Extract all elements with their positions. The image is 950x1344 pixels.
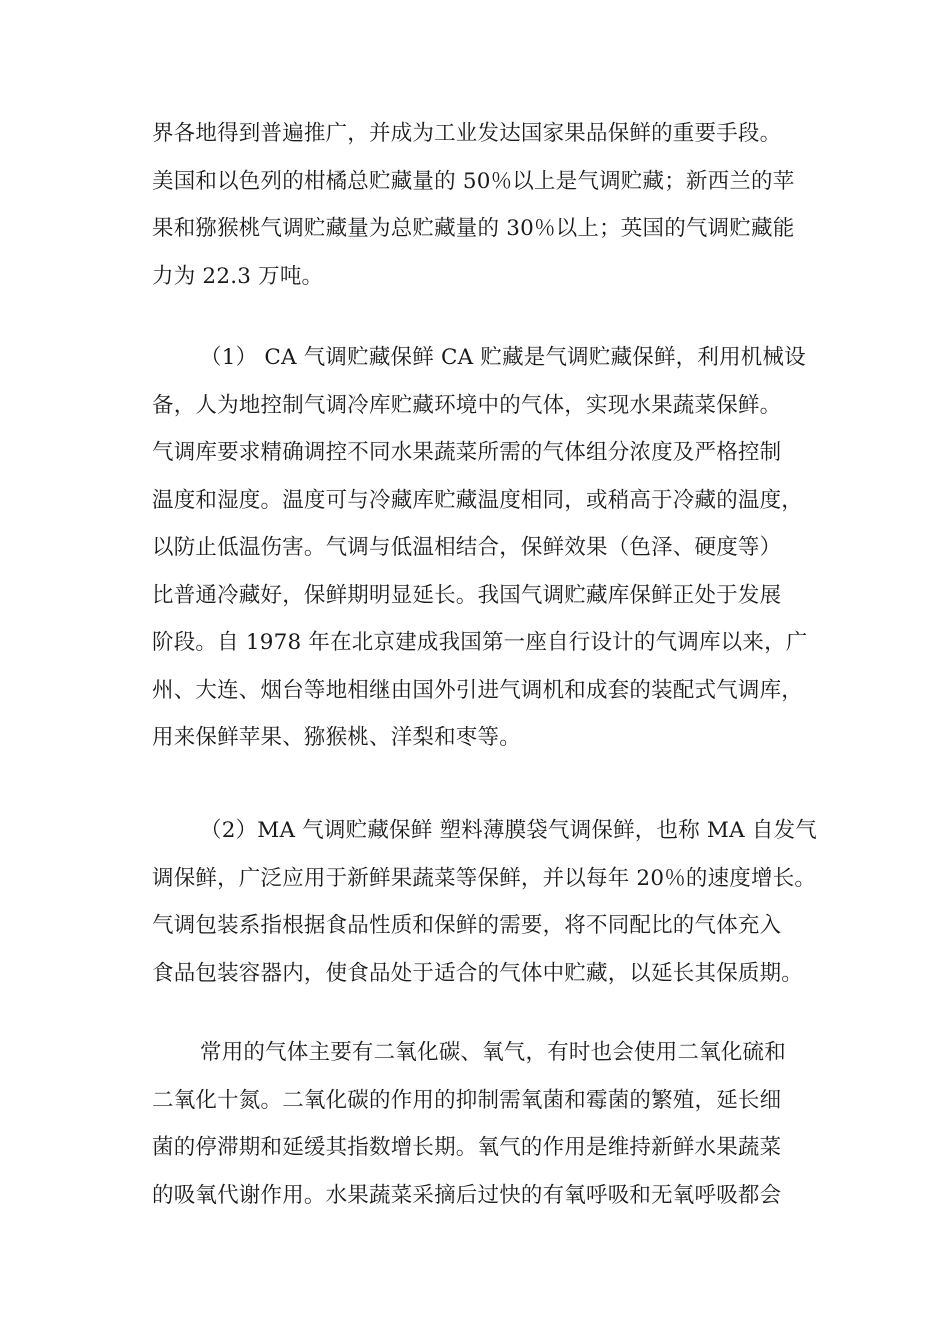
- text-line: 以防止低温伤害。气调与低温相结合，保鲜效果（色泽、硬度等）: [152, 535, 782, 560]
- text-line: 备，人为地控制气调冷库贮藏环境中的气体，实现水果蔬菜保鲜。: [152, 392, 782, 418]
- text-line: 用来保鲜苹果、猕猴桃、洋梨和枣等。: [152, 725, 521, 750]
- paragraph-1: [152, 110, 812, 300]
- paragraph-4-gases: [152, 1029, 812, 1219]
- text-line: 调保鲜，广泛应用于新鲜果蔬菜等保鲜，并以每年 20％的速度增长。: [152, 865, 817, 891]
- text-line: 气调库要求精确调控不同水果蔬菜所需的气体组分浓度及严格控制: [152, 440, 782, 465]
- text-line: 温度和湿度。温度可与冷藏库贮藏温度相同，或稍高于冷藏的温度，: [152, 487, 804, 513]
- paragraph-3-ma-storage: [152, 807, 818, 997]
- text-line: 食品包装容器内，使食品处于适合的气体中贮藏，以延长其保质期。: [152, 960, 804, 986]
- text-line: 二氧化十氮。二氧化碳的作用的抑制需氧菌和霉菌的繁殖，延长细: [152, 1087, 782, 1113]
- text-line: 界各地得到普遍推广，并成为工业发达国家果品保鲜的重要手段。: [152, 121, 782, 146]
- text-line: （1） CA 气调贮藏保鲜 CA 贮藏是气调贮藏保鲜，利用机械设: [200, 345, 806, 370]
- paragraph-2-ca-storage: [152, 334, 812, 762]
- text-line: 力为 22.3 万吨。: [152, 263, 324, 289]
- text-line: 阶段。自 1978 年在北京建成我国第一座自行设计的气调库以来，广: [152, 630, 808, 655]
- text-line: 比普通冷藏好，保鲜期明显延长。我国气调贮藏库保鲜正处于发展: [152, 582, 782, 608]
- text-line: 气调包装系指根据食品性质和保鲜的需要，将不同配比的气体充入: [152, 913, 782, 938]
- text-line: 美国和以色列的柑橘总贮藏量的 50％以上是气调贮藏；新西兰的苹: [152, 168, 795, 194]
- text-line: 常用的气体主要有二氧化碳、氧气，有时也会使用二氧化硫和: [200, 1040, 786, 1065]
- text-line: 果和猕猴桃气调贮藏量为总贮藏量的 30％以上；英国的气调贮藏能: [152, 216, 795, 241]
- text-line: 的吸氧代谢作用。水果蔬菜采摘后过快的有氧呼吸和无氧呼吸都会: [152, 1182, 782, 1208]
- text-line: 州、大连、烟台等地相继由国外引进气调机和成套的装配式气调库，: [152, 677, 804, 703]
- text-line: （2）MA 气调贮藏保鲜 塑料薄膜袋气调保鲜，也称 MA 自发气: [200, 818, 818, 843]
- text-line: 菌的停滞期和延缓其指数增长期。氧气的作用是维持新鲜水果蔬菜: [152, 1135, 782, 1160]
